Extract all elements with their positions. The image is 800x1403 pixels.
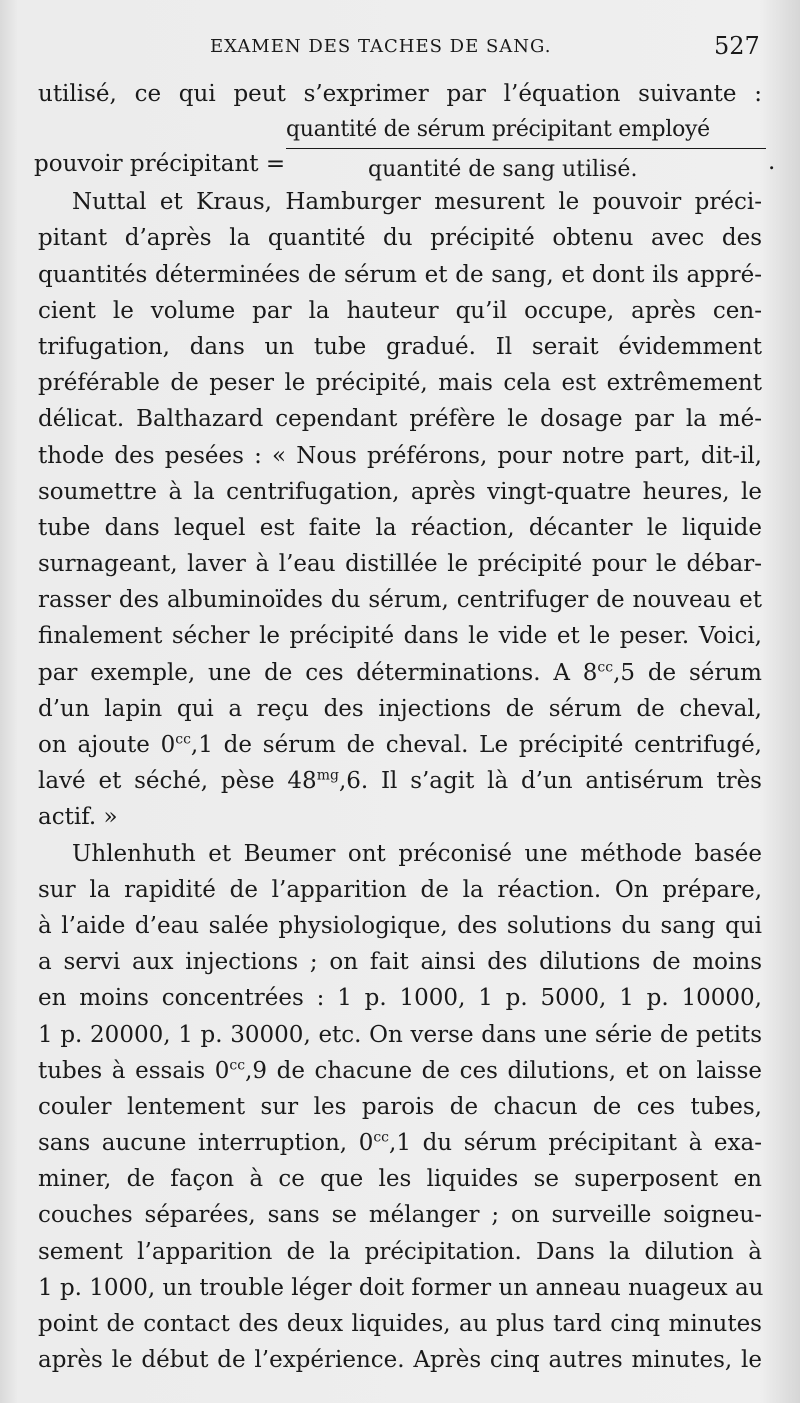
text-line: on ajoute $0^{cc},1$ de sérum de cheval. Le précipité centrifugé, <box>38 731 762 758</box>
running-title: EXAMEN DES TACHES DE SANG. <box>210 36 552 57</box>
text-line: surnageant, laver à l’eau distillée le précipité pour le débar- <box>38 551 762 578</box>
text-line: Uhlenhuth et Beumer ont préconisé une méthode basée <box>72 840 762 867</box>
body-text <box>34 76 776 1378</box>
text-line: 1 p. 1000, un trouble léger doit former un anneau nuageux au <box>38 1274 764 1301</box>
text-line: finalement sécher le précipité dans le vide et le peser. Voici, <box>38 623 762 650</box>
text-line: couler lentement sur les parois de chacun de ces tubes, <box>38 1093 762 1120</box>
text-line: rasser des albuminoïdes du sérum, centrifuger de nouveau et <box>38 587 762 614</box>
text-line: tube dans lequel est faite la réaction, décanter le liquide <box>38 514 762 541</box>
text-line: délicat. Balthazard cependant préfère le dosage par la mé- <box>38 406 762 433</box>
formula-denominator: quantité de sang utilisé. <box>368 157 638 183</box>
text-line: Nuttal et Kraus, Hamburger mesurent le pouvoir préci- <box>72 189 762 216</box>
text-line: soumettre à la centrifugation, après vingt-quatre heures, le <box>38 478 762 505</box>
text-line: tubes à essais $0^{cc},9$ de chacune de ces dilutions, et on laisse <box>38 1057 763 1084</box>
text-line: en moins concentrées : 1 p. 1000, 1 p. 5000, 1 p. 10000, <box>38 985 762 1012</box>
text-line: d’un lapin qui a reçu des injections de sérum de cheval, <box>38 695 762 722</box>
text-line: miner, de façon à ce que les liquides se superposent en <box>38 1166 762 1193</box>
text-line: thode des pesées : « Nous préférons, pour notre part, dit-il, <box>38 442 762 469</box>
text-line: utilisé, ce qui peut s’exprimer par l’équation suivante : <box>38 81 762 107</box>
text-line: trifugation, dans un tube gradué. Il serait évidemment <box>38 333 762 360</box>
text-line: 1 p. 20000, 1 p. 30000, etc. On verse dans une série de petits <box>38 1021 762 1048</box>
page-number: 527 <box>714 32 760 60</box>
text-line: actif. » <box>38 804 118 831</box>
text-line: couches séparées, sans se mélanger ; on surveille soigneu- <box>38 1202 762 1229</box>
text-line: par exemple, une de ces déterminations. A $8^{cc},5$ de sérum <box>38 658 762 686</box>
text-line: sur la rapidité de l’apparition de la réaction. On prépare, <box>38 876 762 903</box>
text-line: a servi aux injections ; on fait ainsi des dilutions de moins <box>38 949 762 976</box>
text-line: quantités déterminées de sérum et de sang, et dont ils appré- <box>38 261 762 288</box>
text-line: pitant d’après la quantité du précipité obtenu avec des <box>38 225 762 252</box>
text-line: lavé et séché, pèse $48^{mg},6$. Il s’agit là d’un antisérum très <box>38 767 762 795</box>
text-line: sans aucune interruption, $0^{cc},1$ du sérum précipitant à exa- <box>38 1129 762 1157</box>
text-line: cient le volume par la hauteur qu’il occupe, après cen- <box>38 297 762 324</box>
formula-numerator: quantité de sérum précipitant employé <box>286 117 710 143</box>
formula-lhs: pouvoir précipitant = <box>34 151 286 178</box>
text-line: après le début de l’expérience. Après cinq autres minutes, le <box>38 1347 762 1374</box>
text-line: à l’aide d’eau salée physiologique, des solutions du sang qui <box>38 912 762 939</box>
page-header <box>0 32 800 66</box>
fraction-bar <box>286 148 766 149</box>
text-line: préférable de peser le précipité, mais cela est extrêmement <box>38 370 762 397</box>
formula <box>34 112 776 184</box>
text-line: sement l’apparition de la précipitation. Dans la dilution à <box>38 1238 762 1265</box>
text-line: point de contact des deux liquides, au plus tard cinq minutes <box>38 1311 762 1337</box>
formula-terminal: . <box>768 149 776 176</box>
